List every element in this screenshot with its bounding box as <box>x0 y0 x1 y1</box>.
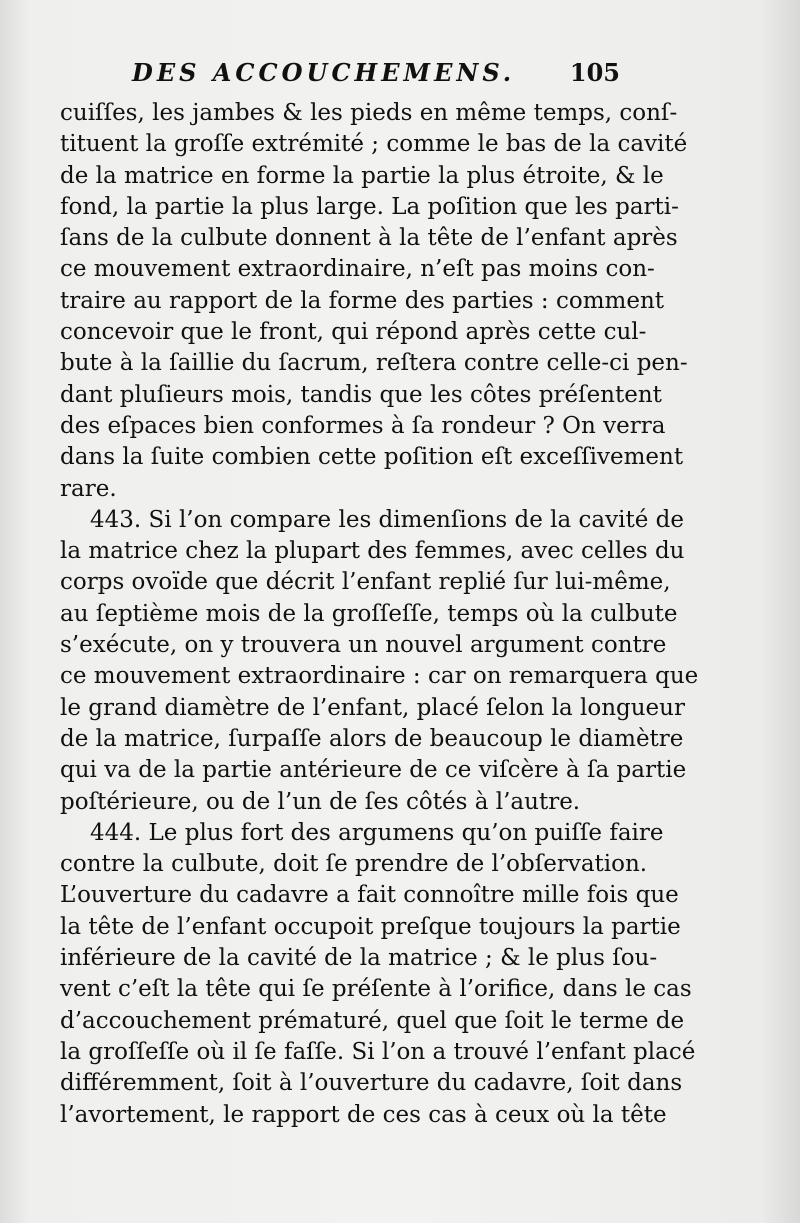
running-title: DES ACCOUCHEMENS. <box>132 58 516 87</box>
text-line: traire au rapport de la forme des parties : comment <box>60 287 664 314</box>
text-line: poſtérieure, ou de l’un de ſes côtés à l’autre. <box>60 788 581 815</box>
text-line: la matrice chez la plupart des femmes, avec celles du <box>60 538 685 565</box>
text-line: qui va de la partie antérieure de ce viſcère à ſa partie <box>60 757 687 784</box>
running-head <box>60 58 620 94</box>
body-text <box>60 98 699 1131</box>
text-line: des eſpaces bien conformes à ſa rondeur ? On verra <box>60 412 666 439</box>
text-line: bute à la ſaillie du ſacrum, reſtera contre celle-ci pen- <box>60 350 688 377</box>
text-line: tituent la groſſe extrémité ; comme le bas de la cavité <box>60 131 688 158</box>
text-line: ce mouvement extraordinaire, n’eſt pas moins con- <box>60 256 655 283</box>
text-line: vent c’eſt la tête qui ſe préſente à l’orifice, dans le cas <box>60 976 692 1003</box>
text-line: l’avortement, le rapport de ces cas à ceux où la tête <box>60 1101 667 1128</box>
text-line: différemment, ſoit à l’ouverture du cadavre, ſoit dans <box>60 1070 683 1097</box>
paragraph-444-first-line: 444. Le plus fort des argumens qu’on puiſſe faire <box>90 819 664 846</box>
text-line: ce mouvement extraordinaire : car on remarquera que <box>60 663 699 690</box>
text-line: concevoir que le front, qui répond après cette cul- <box>60 319 647 346</box>
text-line: de la matrice, ſurpaſſe alors de beaucoup le diamètre <box>60 725 684 752</box>
text-line: inférieure de la cavité de la matrice ; & le plus ſou- <box>60 945 658 972</box>
text-line: rare. <box>60 475 117 502</box>
text-line: ſans de la culbute donnent à la tête de l’enfant après <box>60 225 678 252</box>
text-line: fond, la partie la plus large. La poſition que les parti- <box>60 193 679 220</box>
text-line: L’ouverture du cadavre a fait connoître mille fois que <box>60 882 679 909</box>
text-line: au ſeptième mois de la groſſeſſe, temps où la culbute <box>60 600 678 627</box>
text-line: cuiſſes, les jambes & les pieds en même temps, conſ- <box>60 100 678 126</box>
paragraph-443-first-line: 443. Si l’on compare les dimenſions de la cavité de <box>90 506 684 533</box>
page-number: 105 <box>569 58 620 87</box>
text-line: contre la culbute, doit ſe prendre de l’obſervation. <box>60 851 648 878</box>
text-line: dant pluſieurs mois, tandis que les côtes préſentent <box>60 381 662 408</box>
text-line: la groſſeſſe où il ſe faſſe. Si l’on a trouvé l’enfant placé <box>60 1038 696 1065</box>
text-line: dans la ſuite combien cette poſition eſt exceſſivement <box>60 444 684 471</box>
text-line: de la matrice en forme la partie la plus étroite, & le <box>60 162 664 189</box>
text-line: s’exécute, on y trouvera un nouvel argument contre <box>60 632 667 659</box>
text-line: la tête de l’enfant occupoit preſque toujours la partie <box>60 913 681 940</box>
text-line: le grand diamètre de l’enfant, placé ſelon la longueur <box>60 694 685 721</box>
text-line: d’accouchement prématuré, quel que ſoit le terme de <box>60 1007 685 1034</box>
text-line: corps ovoïde que décrit l’enfant replié ſur lui-même, <box>60 569 671 596</box>
